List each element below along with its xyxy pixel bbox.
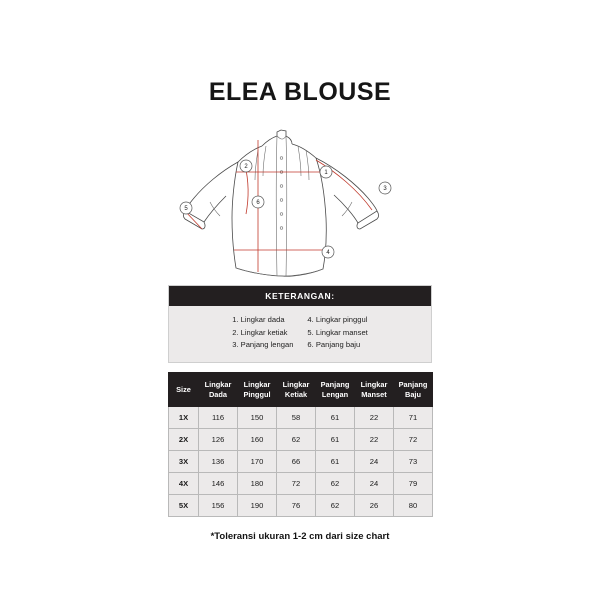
column-header-panjang-lengan: Panjang Lengan	[316, 373, 355, 407]
cell-panjang-lengan: 61	[316, 451, 355, 473]
cell-lingkar-ketiak: 72	[277, 473, 316, 495]
cell-lingkar-ketiak: 58	[277, 407, 316, 429]
column-header-lingkar-manset: Lingkar Manset	[355, 373, 394, 407]
keterangan-item-1: 1. Lingkar dada	[232, 315, 285, 324]
cell-panjang-baju: 73	[394, 451, 433, 473]
column-header-lingkar-pinggul: Lingkar Pinggul	[238, 373, 277, 407]
callout-2	[240, 160, 252, 172]
cell-lingkar-pinggul: 150	[238, 407, 277, 429]
svg-text:4: 4	[326, 250, 330, 257]
cell-lingkar-dada: 116	[199, 407, 238, 429]
callout-1	[320, 166, 332, 178]
blouse-illustration	[150, 110, 450, 285]
cell-lingkar-pinggul: 170	[238, 451, 277, 473]
svg-text:5: 5	[184, 206, 188, 213]
svg-text:2: 2	[244, 164, 248, 171]
cell-size: 4X	[169, 473, 199, 495]
keterangan-body	[169, 306, 431, 362]
cell-size: 2X	[169, 429, 199, 451]
cell-panjang-lengan: 62	[316, 495, 355, 517]
callout-4	[322, 246, 334, 258]
cell-lingkar-manset: 22	[355, 407, 394, 429]
cell-lingkar-ketiak: 76	[277, 495, 316, 517]
cell-lingkar-dada: 136	[199, 451, 238, 473]
svg-text:1: 1	[324, 170, 328, 177]
cell-panjang-baju: 72	[394, 429, 433, 451]
cell-panjang-baju: 71	[394, 407, 433, 429]
keterangan-box	[168, 285, 432, 363]
cell-lingkar-ketiak: 62	[277, 429, 316, 451]
keterangan-left-column	[232, 314, 293, 352]
keterangan-item-6: 6. Panjang baju	[307, 340, 361, 350]
cell-lingkar-pinggul: 190	[238, 495, 277, 517]
keterangan-item-5: 5. Lingkar manset	[307, 327, 368, 337]
keterangan-item-2: 2. Lingkar ketiak	[232, 327, 288, 337]
column-header-lingkar-ketiak: Lingkar Ketiak	[277, 373, 316, 407]
cell-lingkar-dada: 126	[199, 429, 238, 451]
table-row	[169, 495, 433, 517]
svg-text:3: 3	[383, 186, 387, 193]
keterangan-item-4: 4. Lingkar pinggul	[307, 315, 368, 324]
cell-panjang-baju: 80	[394, 495, 433, 517]
svg-text:6: 6	[256, 200, 260, 207]
page-title: ELEA BLOUSE	[208, 78, 392, 106]
column-header-size: Size	[169, 373, 199, 407]
table-row	[169, 429, 433, 451]
cell-lingkar-ketiak: 66	[277, 451, 316, 473]
table-row	[169, 451, 433, 473]
tolerance-footnote: *Toleransi ukuran 1-2 cm dari size chart	[210, 531, 390, 542]
callout-6	[252, 196, 264, 208]
table-row	[169, 473, 433, 495]
cell-lingkar-manset: 24	[355, 473, 394, 495]
cell-lingkar-manset: 22	[355, 429, 394, 451]
cell-size: 5X	[169, 495, 199, 517]
callout-3	[379, 182, 391, 194]
cell-lingkar-manset: 24	[355, 451, 394, 473]
cell-size: 3X	[169, 451, 199, 473]
keterangan-item-3: 3. Panjang lengan	[232, 340, 294, 350]
cell-lingkar-manset: 26	[355, 495, 394, 517]
cell-lingkar-pinggul: 160	[238, 429, 277, 451]
size-chart-table	[168, 372, 433, 517]
table-row	[169, 407, 433, 429]
cell-lingkar-dada: 156	[199, 495, 238, 517]
cell-panjang-baju: 79	[394, 473, 433, 495]
table-header-row	[169, 373, 433, 407]
cell-size: 1X	[169, 407, 199, 429]
callout-5	[180, 202, 192, 214]
keterangan-right-column	[307, 314, 367, 352]
column-header-panjang-baju: Panjang Baju	[394, 373, 433, 407]
cell-panjang-lengan: 62	[316, 473, 355, 495]
column-header-lingkar-dada: Lingkar Dada	[199, 373, 238, 407]
cell-lingkar-pinggul: 180	[238, 473, 277, 495]
keterangan-header: KETERANGAN:	[169, 286, 431, 306]
cell-lingkar-dada: 146	[199, 473, 238, 495]
cell-panjang-lengan: 61	[316, 407, 355, 429]
cell-panjang-lengan: 61	[316, 429, 355, 451]
